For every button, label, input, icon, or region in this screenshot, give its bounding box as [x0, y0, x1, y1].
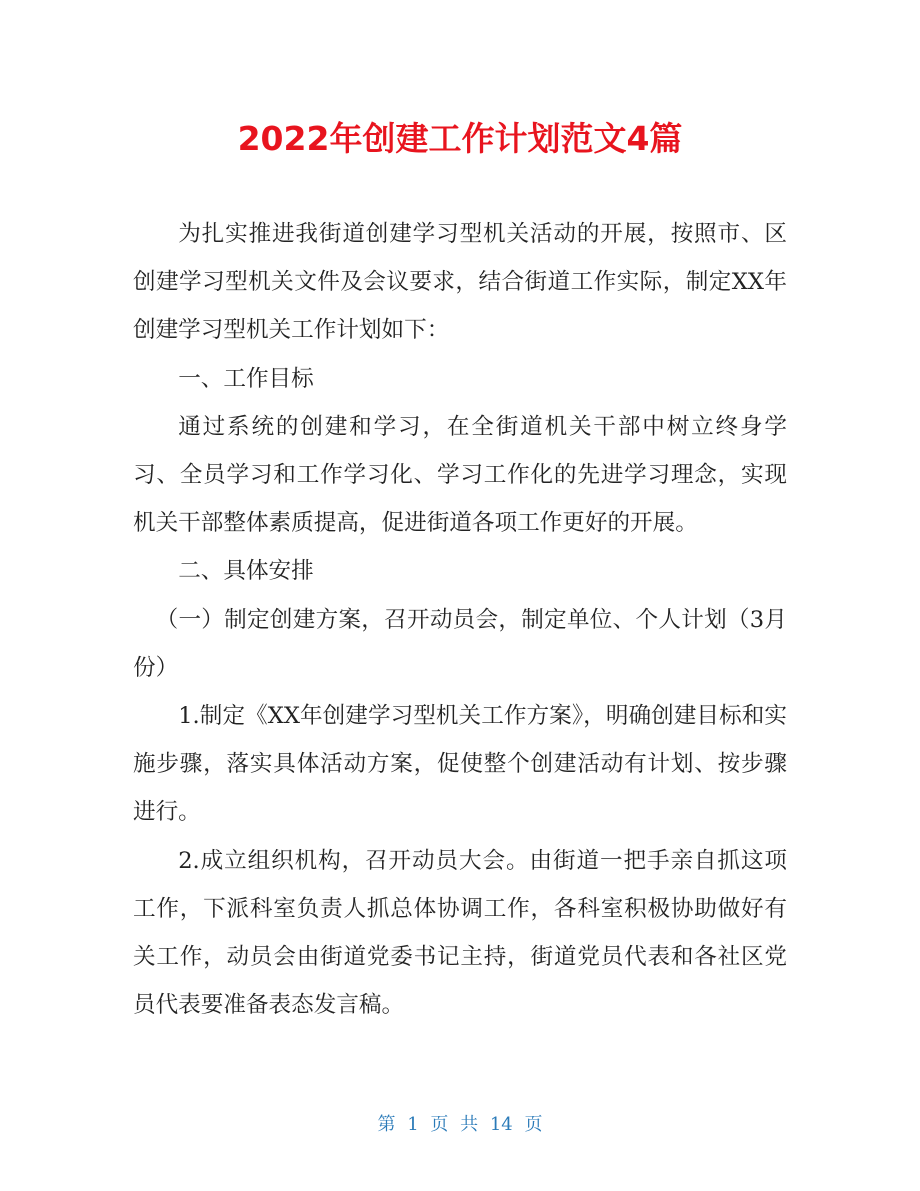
paragraph-work-goal: 通过系统的创建和学习，在全街道机关干部中树立终身学习、全员学习和工作学习化、学习工作化的先进学习理念，实现机关干部整体素质提高，促进街道各项工作更好的开展。 [133, 413, 787, 537]
heading-work-goal: 一、工作目标 [178, 365, 314, 392]
document-title: 2022年创建工作计划范文4篇 [237, 119, 683, 158]
subheading-plan-formulation: （一）制定创建方案，召开动员会，制定单位、个人计划（3月份） [133, 606, 787, 681]
paragraph-item-2: 2.成立组织机构，召开动员大会。由街道一把手亲自抓这项工作，下派科室负责人抓总体协调工作，各科室积极协助做好有关工作，动员会由街道党委书记主持，街道党员代表和各社区党员代表要准备表态发言稿。 [133, 847, 787, 1019]
page-number-footer: 第 1 页 共 14 页 [377, 1114, 543, 1135]
paragraph-item-1: 1.制定《XX年创建学习型机关工作方案》，明确创建目标和实施步骤，落实具体活动方案，促使整个创建活动有计划、按步骤进行。 [133, 703, 787, 826]
heading-specific-arrangements: 二、具体安排 [178, 558, 314, 585]
document-body [133, 210, 787, 1029]
paragraph-intro: 为扎实推进我街道创建学习型机关活动的开展，按照市、区创建学习型机关文件及会议要求，结合街道工作实际，制定XX年创建学习型机关工作计划如下： [133, 221, 787, 344]
